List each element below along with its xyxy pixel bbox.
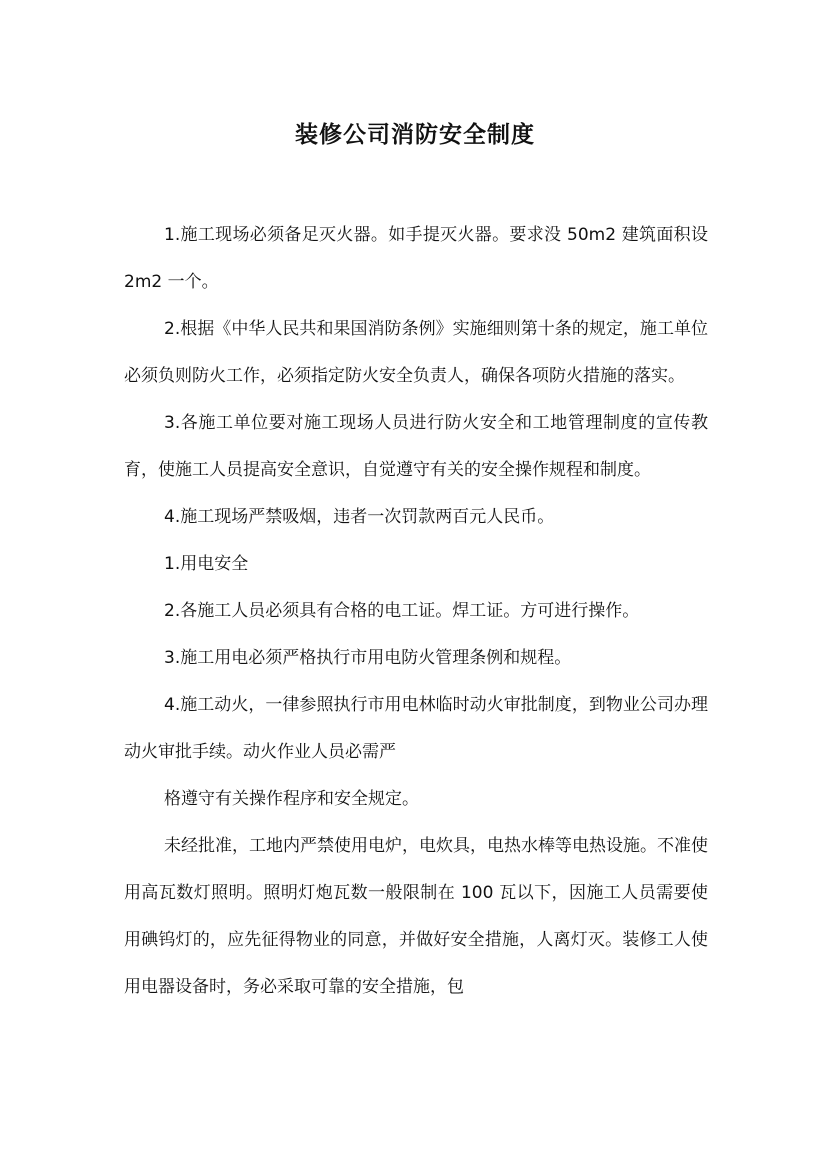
paragraph-6: 2.各施工人员必须具有合格的电工证。焊工证。方可进行操作。 — [164, 601, 640, 621]
document-body — [124, 212, 708, 1011]
paragraph-10: 未经批准，工地内严禁使用电炉，电炊具，电热水棒等电热设施。不准使用高瓦数灯照明。照明灯炮瓦数一般限制在 100 瓦以下，因施工人员需要使用碘钨灯的，应先征得物业的同意，并做好安全措施，人离灯灭。装修工人使用电器设备时，务必采取可靠的安全措施，包 — [124, 836, 708, 997]
paragraph-4: 4.施工现场严禁吸烟，违者一次罚款两百元人民币。 — [164, 507, 555, 527]
page-title: 装修公司消防安全制度 — [295, 122, 535, 148]
paragraph-5: 1.用电安全 — [164, 554, 249, 574]
paragraph-2: 2.根据《中华人民共和果国消防条例》实施细则第十条的规定，施工单位必须负则防火工作，必须指定防火安全负责人，确保各项防火措施的落实。 — [124, 319, 708, 386]
paragraph-9: 格遵守有关操作程序和安全规定。 — [164, 789, 419, 809]
paragraph-7: 3.施工用电必须严格执行市用电防火管理条例和规程。 — [164, 648, 572, 668]
paragraph-1: 1.施工现场必须备足灭火器。如手提灭火器。要求没 50m2 建筑面积设 2m2 一个。 — [124, 225, 708, 292]
paragraph-3: 3.各施工单位要对施工现场人员进行防火安全和工地管理制度的宣传教育，使施工人员提高安全意识，自觉遵守有关的安全操作规程和制度。 — [124, 413, 708, 480]
paragraph-8: 4.施工动火，一律参照执行市用电林临时动火审批制度，到物业公司办理动火审批手续。动火作业人员必需严 — [124, 695, 708, 762]
